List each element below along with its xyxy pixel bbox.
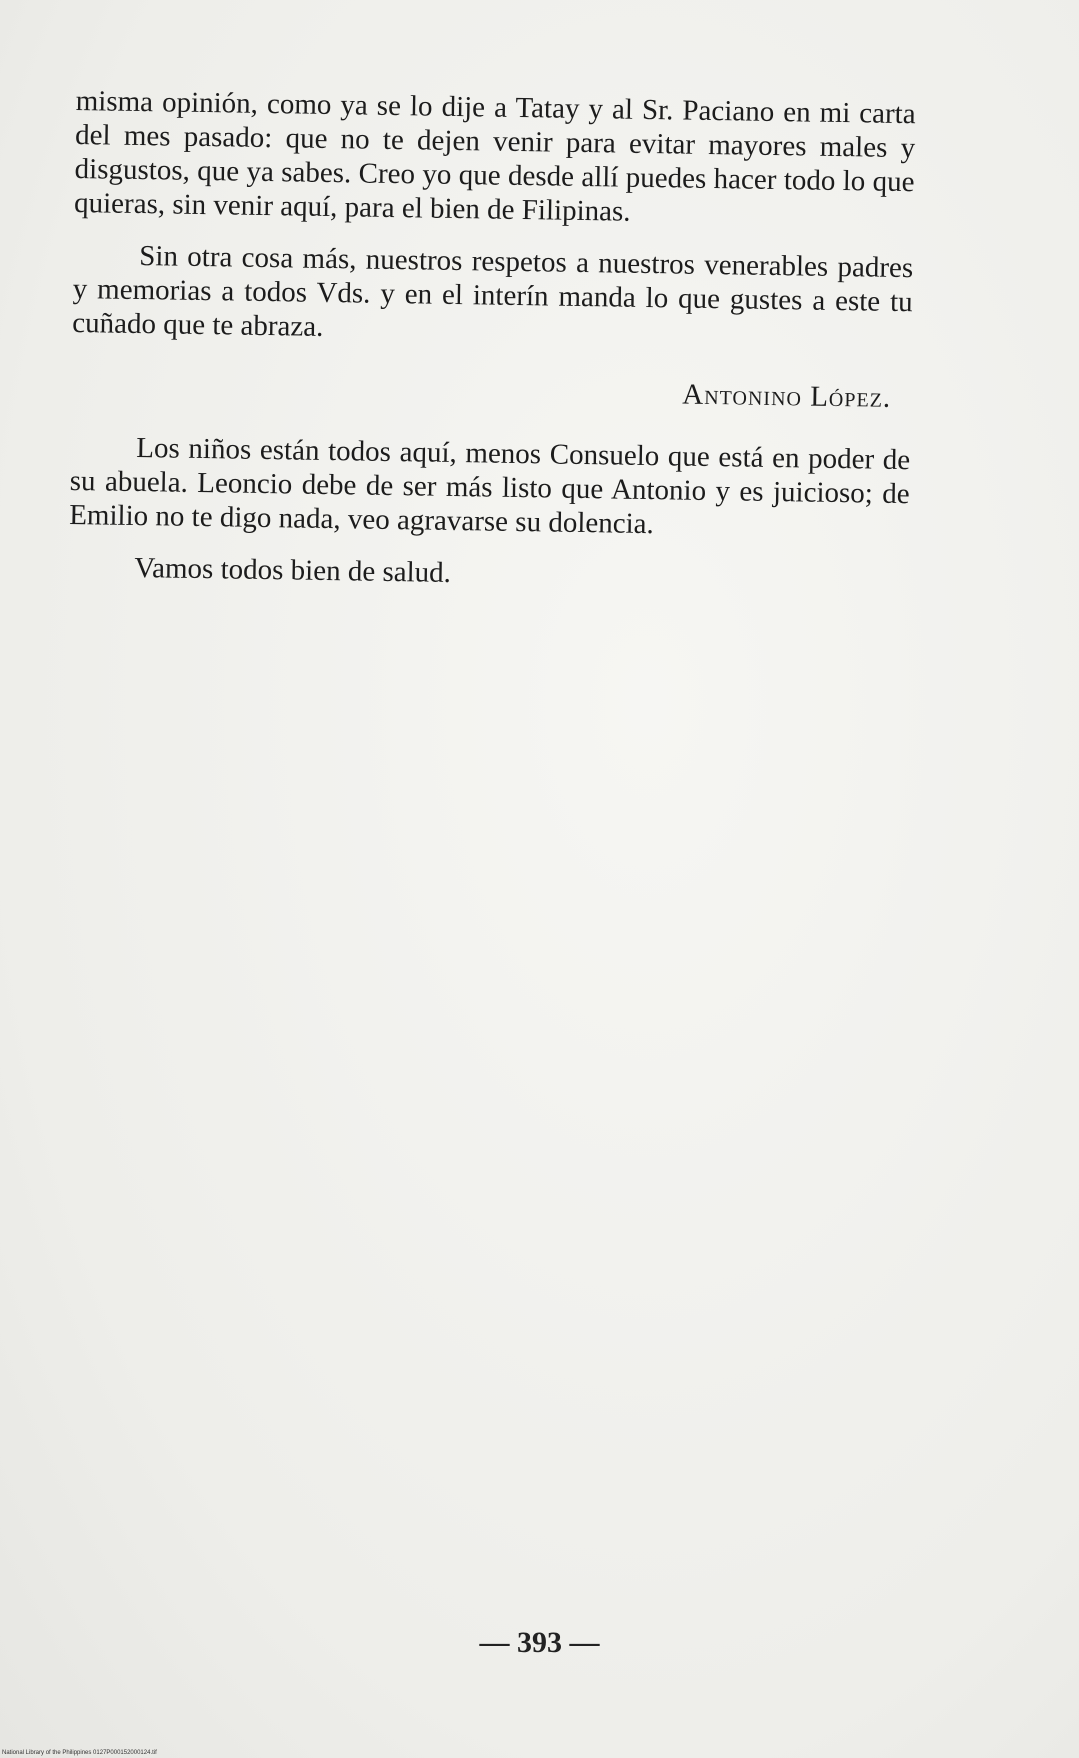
- letter-body: [68, 84, 916, 597]
- postscript-paragraph-2: Vamos todos bien de salud.: [134, 551, 452, 589]
- footer-credit: National Library of the Philippines 0127P000152000124.tif: [2, 1750, 157, 1756]
- paragraph-opening: misma opinión, como ya se lo dije a Tatay y al Sr. Paciano en mi carta del mes pasado: que no te dejen venir para evitar mayores males y disgustos, que ya sabes. Creo yo que desde allí puedes hacer todo lo que quieras, sin venir aquí, para el bien de Filipinas.: [73, 84, 916, 228]
- paragraph-closing: Sin otra cosa más, nuestros respetos a nuestros venerables padres y memorias a todos Vds. y en el interín manda lo que gustes a este tu cuñado que te abraza.: [71, 240, 914, 343]
- signature: Antonino López.: [682, 378, 892, 414]
- page-number: — 393 —: [479, 1626, 600, 1659]
- postscript-paragraph-1: Los niños están todos aquí, menos Consuelo que está en poder de su abuela. Leoncio debe de ser más listo que Antonio y es juicioso; de Emilio no te digo nada, veo agravarse su dolencia.: [68, 431, 911, 541]
